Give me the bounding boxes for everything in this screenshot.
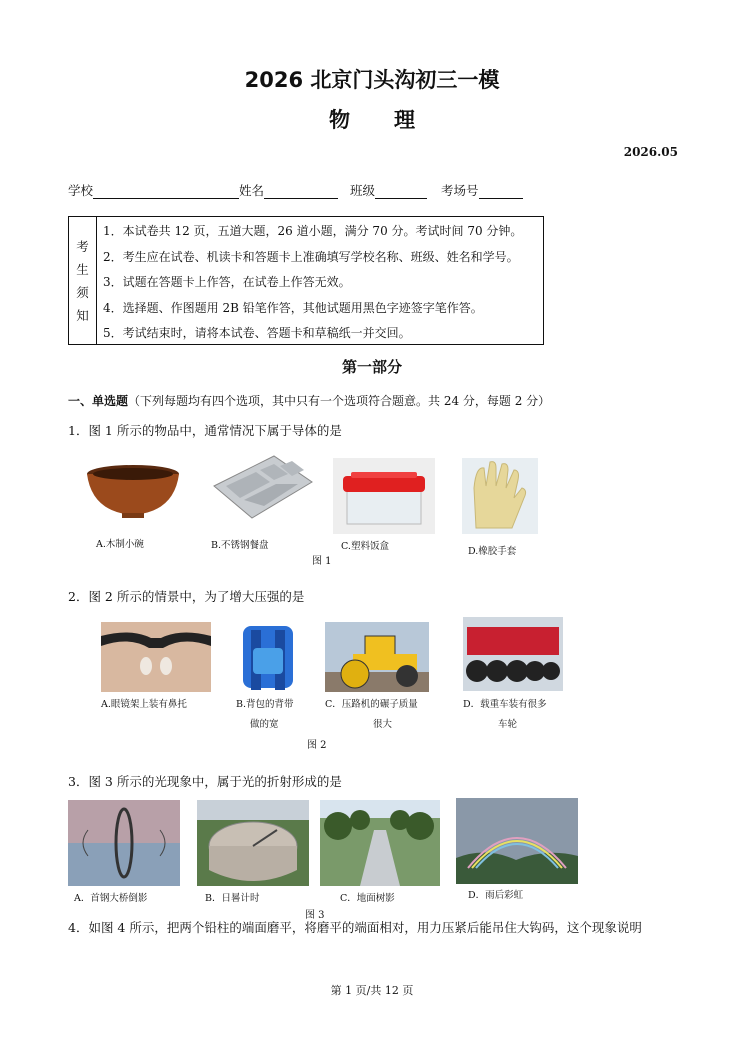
- rubber-glove-image: [462, 458, 538, 534]
- question-4: 4．如图 4 所示，把两个铅柱的端面磨平，将磨平的端面相对，用力压紧后能吊住大钩码，这个现象说明: [68, 920, 642, 935]
- notice-item: 3．试题在答题卡上作答，在试卷上作答无效。: [103, 275, 351, 289]
- notice-items: [97, 217, 543, 344]
- road-roller-image: [325, 622, 429, 692]
- name-blank[interactable]: [264, 185, 338, 199]
- q3-option-a: A．首钢大桥倒影: [74, 893, 148, 904]
- q1-option-b: B.不锈钢餐盘: [211, 540, 269, 551]
- section-heading: 一、单选题（下列每题均有四个选项，其中只有一个选项符合题意。共 24 分，每题 2 分）: [68, 394, 551, 408]
- name-label: 姓名: [239, 183, 265, 198]
- figure-3-caption: 图 3: [305, 910, 325, 921]
- q2-option-a: A.眼镜架上装有鼻托: [101, 699, 187, 710]
- q1-option-a: A.木制小碗: [96, 539, 144, 550]
- backpack-image: [233, 620, 303, 694]
- class-blank[interactable]: [375, 185, 427, 199]
- q2-option-b: B.背包的背带: [236, 699, 294, 710]
- plastic-box-image: [333, 458, 435, 534]
- q3-option-c: C．地面树影: [340, 893, 395, 904]
- wooden-bowl-image: [84, 460, 182, 522]
- question-1: 1．图 1 所示的物品中，通常情况下属于导体的是: [68, 423, 342, 438]
- notice-item: 4．选择题、作图题用 2B 铅笔作答，其他试题用黑色字迹签字笔作答。: [103, 300, 483, 315]
- q2-option-c: C．压路机的碾子质量: [325, 699, 418, 710]
- room-blank[interactable]: [479, 185, 523, 199]
- figure-2-caption: 图 2: [307, 740, 327, 751]
- q1-option-c: C.塑料饭盒: [341, 541, 389, 552]
- notice-item: 2．考生应在试卷、机读卡和答题卡上准确填写学校名称、班级、姓名和学号。: [103, 249, 519, 264]
- student-info-line: [68, 181, 523, 199]
- tree-shadow-image: [320, 800, 440, 886]
- question-2: 2．图 2 所示的情景中，为了增大压强的是: [68, 589, 305, 604]
- q2-option-c-cont: 很大: [373, 719, 393, 730]
- sundial-image: [197, 800, 309, 886]
- school-blank[interactable]: [93, 185, 239, 199]
- bridge-reflection-image: [68, 800, 180, 886]
- room-label: 考场号: [441, 183, 479, 198]
- steel-tray-image: [204, 452, 316, 530]
- heavy-truck-image: [463, 617, 563, 691]
- q3-option-d: D．雨后彩虹: [468, 890, 524, 901]
- subject-title: 物理: [329, 108, 459, 132]
- figure-1-caption: 图 1: [312, 556, 332, 567]
- notice-item: 1．本试卷共 12 页，五道大题，26 道小题，满分 70 分。考试时间 70 分钟。: [103, 224, 523, 238]
- part-heading: 第一部分: [341, 358, 402, 376]
- q3-option-b: B．日晷计时: [205, 893, 260, 904]
- q2-option-d-cont: 车轮: [498, 719, 518, 730]
- q1-option-d: D.橡胶手套: [468, 546, 517, 557]
- notice-label: 考 生 须 知: [69, 217, 97, 344]
- rainbow-image: [456, 798, 578, 884]
- school-label: 学校: [68, 183, 94, 198]
- page-title: 2026 北京门头沟初三一模: [244, 68, 500, 92]
- q2-option-d: D．载重车装有很多: [463, 699, 547, 710]
- question-3: 3．图 3 所示的光现象中，属于光的折射形成的是: [68, 774, 342, 789]
- notice-item: 5．考试结束时，请将本试卷、答题卡和草稿纸一并交回。: [103, 326, 411, 340]
- class-label: 班级: [350, 183, 376, 198]
- q2-option-b-cont: 做的宽: [250, 719, 279, 730]
- exam-date: 2026.05: [623, 145, 678, 159]
- page-footer: 第 1 页/共 12 页: [330, 984, 414, 997]
- glasses-image: [101, 622, 211, 692]
- exam-notice-box: [68, 216, 544, 345]
